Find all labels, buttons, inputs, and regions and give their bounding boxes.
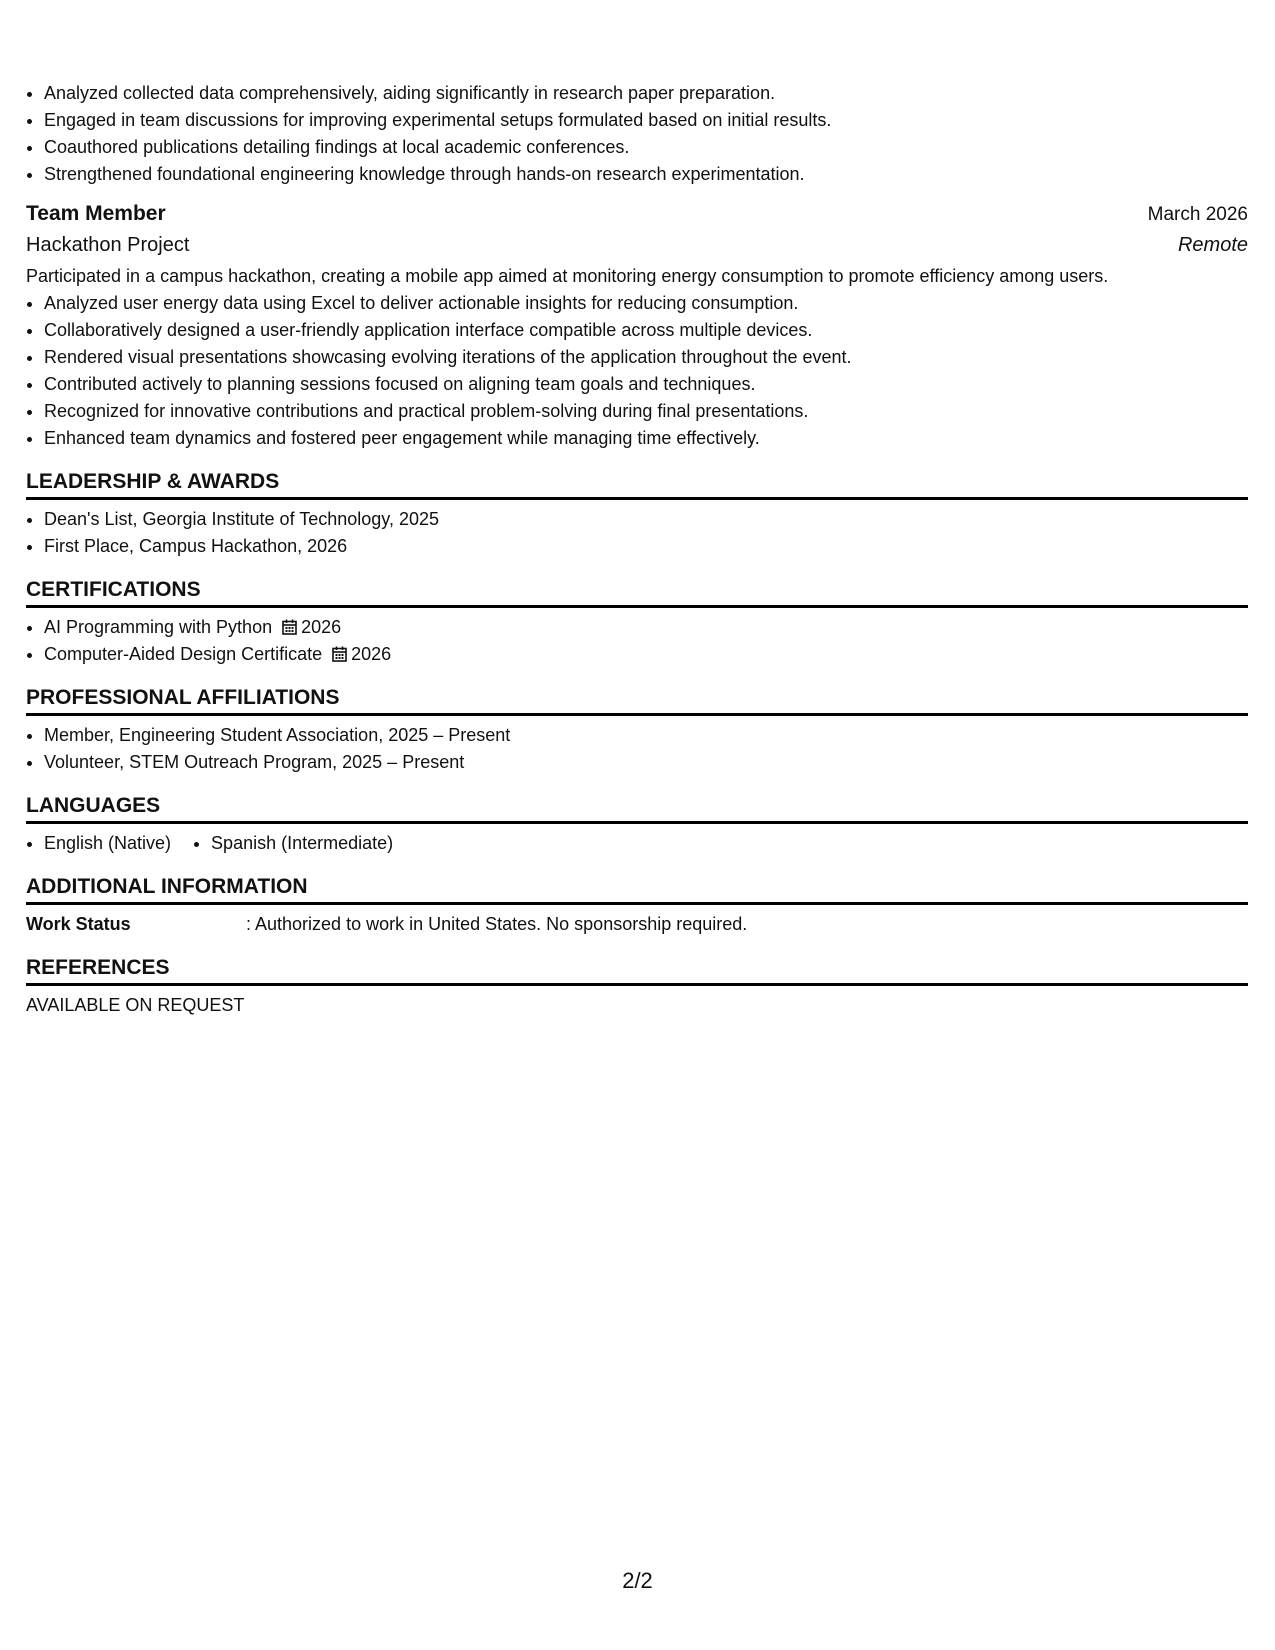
job-title: Team Member (26, 202, 166, 225)
info-value: : Authorized to work in United States. No sponsorship required. (246, 914, 748, 934)
list-item: • Volunteer, STEM Outreach Program, 2025 – Present (44, 749, 1248, 776)
job-bullets (26, 290, 1248, 452)
list-item: • Contributed actively to planning sessions focused on aligning team goals and techniques. (44, 371, 1248, 398)
languages-section (26, 792, 1248, 857)
page-number: 2/2 (622, 1568, 653, 1593)
list-item: • Enhanced team dynamics and fostered peer engagement while managing time effectively. (44, 425, 1248, 452)
list-item: • Engaged in team discussions for improving experimental setups formulated based on initial results. (44, 107, 1248, 134)
list-item: • Member, Engineering Student Association, 2025 – Present (44, 722, 1248, 749)
job-subheader (26, 230, 1248, 261)
section-title: LANGUAGES (26, 792, 1248, 824)
certification-name: AI Programming with Python (44, 617, 273, 637)
list-item (44, 614, 1248, 641)
list-item: • Coauthored publications detailing findings at local academic conferences. (44, 134, 1248, 161)
list-item (44, 641, 1248, 668)
section-title: CERTIFICATIONS (26, 576, 1248, 608)
certification-year: 2026 (351, 644, 392, 664)
section-title: PROFESSIONAL AFFILIATIONS (26, 684, 1248, 716)
list-item: • Rendered visual presentations showcasing evolving iterations of the application throughout the event. (44, 344, 1248, 371)
resume-page (26, 80, 1248, 1019)
job-date: March 2026 (1147, 204, 1248, 225)
research-bullets (26, 80, 1248, 188)
job-summary: Participated in a campus hackathon, creating a mobile app aimed at monitoring energy consumption to promote efficiency among users. (26, 266, 1109, 286)
leadership-section (26, 468, 1248, 560)
certifications-section (26, 576, 1248, 668)
job-location: Remote (1177, 234, 1248, 256)
list-item: • Analyzed collected data comprehensively, aiding significantly in research paper preparation. (44, 80, 1248, 107)
certification-name: Computer-Aided Design Certificate (44, 644, 323, 664)
job-organization: Hackathon Project (26, 234, 190, 256)
section-title: ADDITIONAL INFORMATION (26, 873, 1248, 905)
list-item: • Recognized for innovative contributions and practical problem-solving during final presentations. (44, 398, 1248, 425)
certification-year: 2026 (301, 617, 342, 637)
additional-info-section (26, 873, 1248, 938)
affiliations-section (26, 684, 1248, 776)
calendar-icon (282, 619, 297, 635)
references-text: AVAILABLE ON REQUEST (26, 995, 245, 1015)
list-item: • Strengthened foundational engineering knowledge through hands-on research experimentation. (44, 161, 1248, 188)
info-key: Work Status (26, 914, 131, 934)
references-section (26, 954, 1248, 1019)
list-item: • English (Native) (44, 830, 171, 857)
list-item: • First Place, Campus Hackathon, 2026 (44, 533, 1248, 560)
list-item: • Dean's List, Georgia Institute of Technology, 2025 (44, 506, 1248, 533)
section-title: LEADERSHIP & AWARDS (26, 468, 1248, 500)
list-item: • Spanish (Intermediate) (211, 830, 393, 857)
list-item: • Analyzed user energy data using Excel to deliver actionable insights for reducing consumption. (44, 290, 1248, 317)
section-title: REFERENCES (26, 954, 1248, 986)
info-row (26, 911, 1248, 938)
calendar-icon (332, 646, 347, 662)
list-item: • Collaboratively designed a user-friendly application interface compatible across multiple devices. (44, 317, 1248, 344)
job-header (26, 198, 1248, 230)
